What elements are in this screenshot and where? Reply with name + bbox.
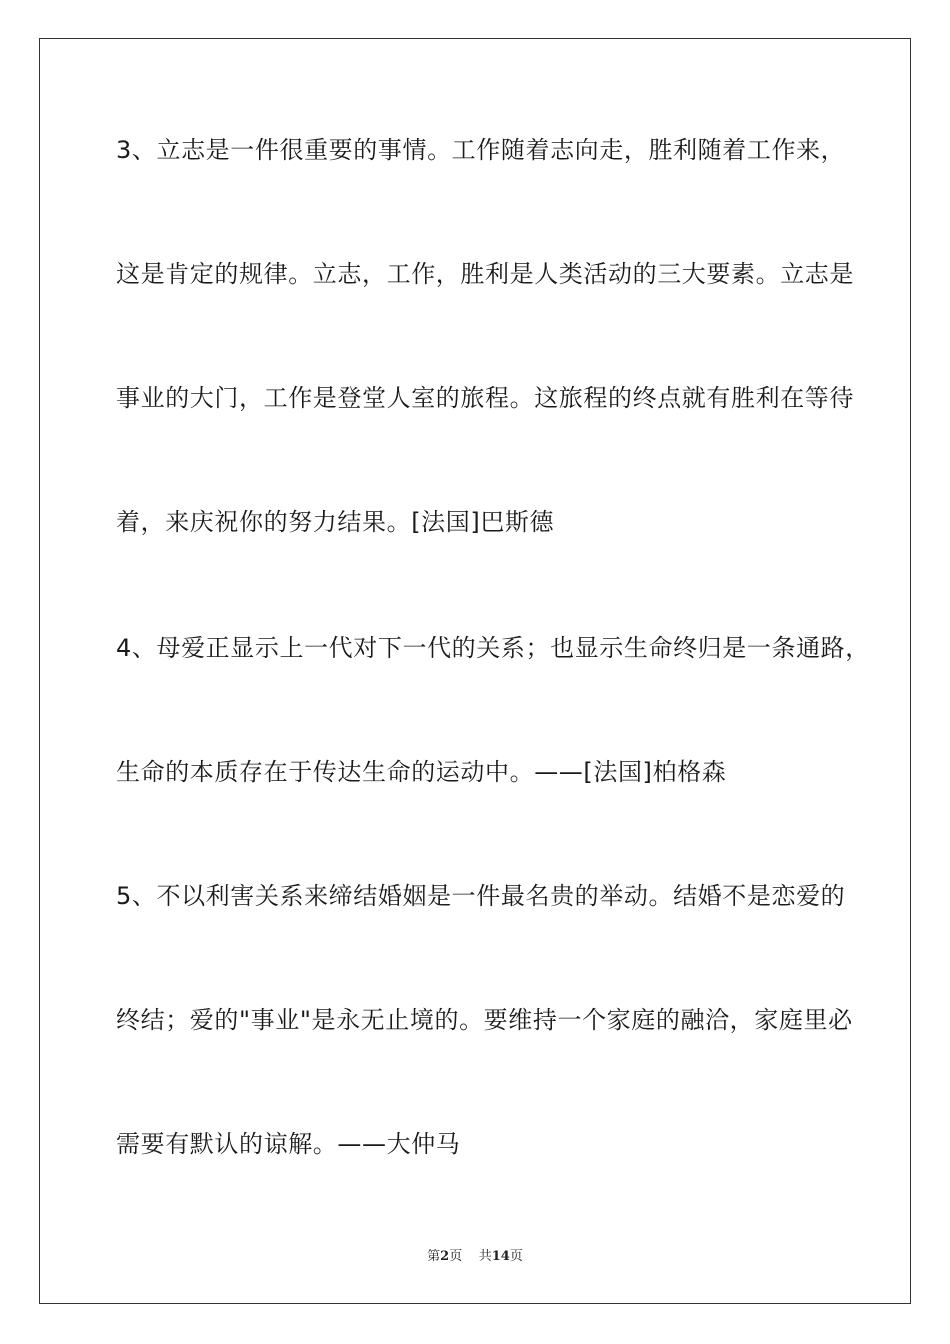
footer-page-suffix: 页 [449,1249,463,1264]
footer-page-number: 2 [440,1249,450,1264]
paragraph-3-line-2: 这是肯定的规律。立志，工作，胜利是人类活动的三大要素。立志是 [116,260,854,288]
paragraph-3-line-4: 着，来庆祝你的努力结果。[法国]巴斯德 [116,508,555,536]
page-footer [0,1248,950,1266]
paragraph-3-line-3: 事业的大门，工作是登堂人室的旅程。这旅程的终点就有胜利在等待 [116,384,854,412]
paragraph-5-line-1: 5、不以利害关系来缔结婚姻是一件最名贵的举动。结婚不是恋爱的 [116,882,846,910]
paragraph-3-line-1: 3、立志是一件很重要的事情。工作随着志向走，胜利随着工作来， [116,136,846,164]
page-border [39,38,911,1304]
paragraph-5-line-3: 需要有默认的谅解。——大仲马 [116,1130,461,1158]
paragraph-4-line-2: 生命的本质存在于传达生命的运动中。——[法国]柏格森 [116,758,727,786]
paragraph-5-line-2: 终结；爱的"事业"是永无止境的。要维持一个家庭的融洽，家庭里必 [116,1006,853,1034]
footer-total-suffix: 页 [509,1249,523,1264]
footer-page-prefix: 第 [427,1249,441,1264]
footer-total-pages: 14 [491,1249,510,1264]
footer-total-prefix: 共 [478,1249,492,1264]
paragraph-4-line-1: 4、母爱正显示上一代对下一代的关系；也显示生命终归是一条通路， [116,634,870,662]
